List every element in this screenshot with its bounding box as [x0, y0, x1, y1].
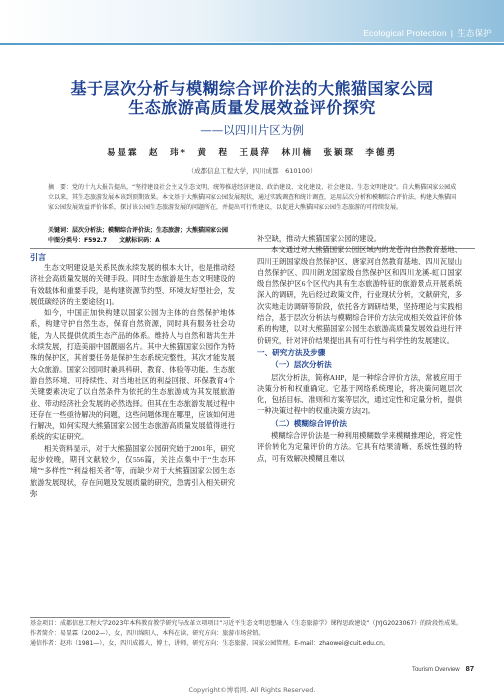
left-column	[30, 262, 235, 499]
copyright: Copyright©博看网. All Rights Reserved.	[188, 686, 316, 694]
subsection-heading: （二）模糊综合评价法	[271, 418, 347, 428]
article-title-line2: 生态旅游高质量发展效益评价探究	[128, 100, 376, 117]
paragraph: 补空缺，推动大熊猫国家公园的建设。	[257, 234, 382, 243]
footnote-divider	[30, 617, 230, 618]
affiliation: （成都信息工程大学，四川成都 610100）	[187, 167, 317, 175]
right-column	[257, 233, 462, 464]
journal-section	[363, 27, 492, 39]
footnote-fund: 基金项目：成都信息工程大学2023年本科教育教学研究与改革立项项目“习近平生态文明思想融入《生态旅游学》课程思政建设”（JYJG2023067）的阶段性成果。	[30, 620, 463, 627]
journal-section-en: Ecological Protection	[363, 28, 447, 38]
paragraph: 层次分析法，简称AHP，是一种综合评价方法，常被应用于决策分析和权重确定。它基于网络系统理论，将决策问题层次化，包括目标、准则和方案等层次，通过定性和定量分析，提供一种决策过程中的权重决策方法[2]。	[257, 372, 462, 416]
journal-separator: |	[450, 28, 454, 38]
footnote-author: 作者简介：易显霖（2002—），女，四川绵阳人，本科在读，研究方向：旅游市场营销。	[30, 629, 265, 637]
page-number: 87	[465, 664, 474, 673]
article-title-line1: 基于层次分析与模糊综合评价法的大熊猫国家公园	[70, 81, 434, 98]
page-footer	[412, 664, 474, 673]
abstract: 摘 要：党的十九大报告提出，“坚持建设社会主义生态文明，统筹推进经济建设、政治建设、文化建设、社会建设、生态文明建设”。自大熊猫国家公园成立以来，其生态旅游发展本该到顶期效果。本文基于大熊猫国家公园发展现状，通过实践调查和统计调查，运用层次分析和模糊综合评价法，构建大熊猫国家公园发展效益评价体系，探讨该公园生态旅游发展的问题所在，并提出可行性建议，以促进大熊猫国家公园生态旅游的可持续发展。	[48, 184, 457, 212]
paragraph: 本文通过对大熊猫国家公园区域内的龙苍沟自然教育基地、四川王朗国家级自然保护区、唐家河自然教育基地、四川瓦屋山自然保护区、四川朗龙国家级自然保护区和四川龙溪-虹口国家级自然保护区6个区代内具有生态旅游特征的旅游景点开展系统深入的调研，先后经过政策文件，行业现状分析，文献研究，多次实地走访调研等阶段，依托各方调研结果，坚持理论与实践相结合，基于层次分析法与模糊综合评价方法完成相关效益评价体系的构建，以对大熊猫国家公园生态旅游高质量发展效益进行评价研究，针对评价结果提出具有可行性与科学性的发展建议。	[257, 245, 462, 345]
journal-section-cn: 生态保护	[457, 28, 492, 38]
keywords: 关键词：层次分析法；模糊综合评价法；生态旅游；大熊猫国家公园	[48, 227, 229, 234]
intro-heading: 引言	[30, 253, 46, 262]
paragraph: 相关资料显示，对于大熊猫国家公园研究始于2001年，研究起步较晚，期刊文献较少，仅556篇，关注点集中于“生态环境”“多样性”“利益相关者”等，而缺少对于大熊猫国家公园生态旅游发展现状，存在问题及发展质量的研究，急需引入相关研究弥	[30, 443, 235, 498]
classification: 中图分类号：F592.7 文献标识码：A	[48, 237, 160, 244]
section-heading: 一、研究方法及步骤	[257, 347, 326, 357]
footnotes	[30, 619, 475, 648]
header-bar	[0, 0, 504, 46]
paragraph: 生态文明建设是关系民族永续发展的根本大计，也是推动经济社会高质量发展的关键手段。同时生态旅游是生态文明建设的有效载体和重要手段，是构建资源节约型、环境友好型社会，发展低碳经济的主要途径[1]。	[30, 263, 235, 306]
paragraph: 如今，中国正加快构建以国家公园为主体的自然保护地体系，构建守护自然生态，保育自然资源，同时具有服务社会功能，为人民提供优质生态产品的体系。维持人与自然和谐共生并永续发展，打造美丽中国靓丽名片。其中大熊猫国家公园作为特殊的保护区，其首要任务是保护生态系统完整性，其次才能发展大众旅游。国家公园同时兼具科研、教育、体验等功能。生态旅游自然环境、可持续性、对当地社区的利益回报、环保教育4个关键要素决定了以自然条件为依托的生态旅游成为其发展旅游业、带动经济社会发展的必然选择。但其在生态旅游发展过程中还存在一些亟待解决的问题，这些问题体现在哪里，应该如何进行解决，如何实现大熊猫国家公园生态旅游高质量发展值得进行系统的实证研究。	[30, 308, 235, 442]
subsection-heading: （一）层次分析法	[271, 360, 332, 370]
paragraph: 模糊综合评价法是一种利用模糊数学来模糊推理论，将定性评价转化为定量评价的方法。它具有结果清晰、系统性强的特点，可有效解决模糊且难以	[257, 431, 462, 463]
footer-label: Tourism Overview	[411, 667, 460, 673]
article-subtitle: ——以四川片区为例	[200, 123, 304, 137]
footnote-corresponding: 通信作者：赵玮（1981—），女，四川成都人，博士，讲师，研究方向：生态旅游、国家公园管理。E-mail：zhaowei@cuit.edu.cn。	[30, 639, 389, 647]
header-rule	[0, 43, 504, 45]
authors: 易显霖 赵 玮* 黄 程 王晨萍 林川楠 张颖琛 李德勇	[107, 148, 397, 158]
